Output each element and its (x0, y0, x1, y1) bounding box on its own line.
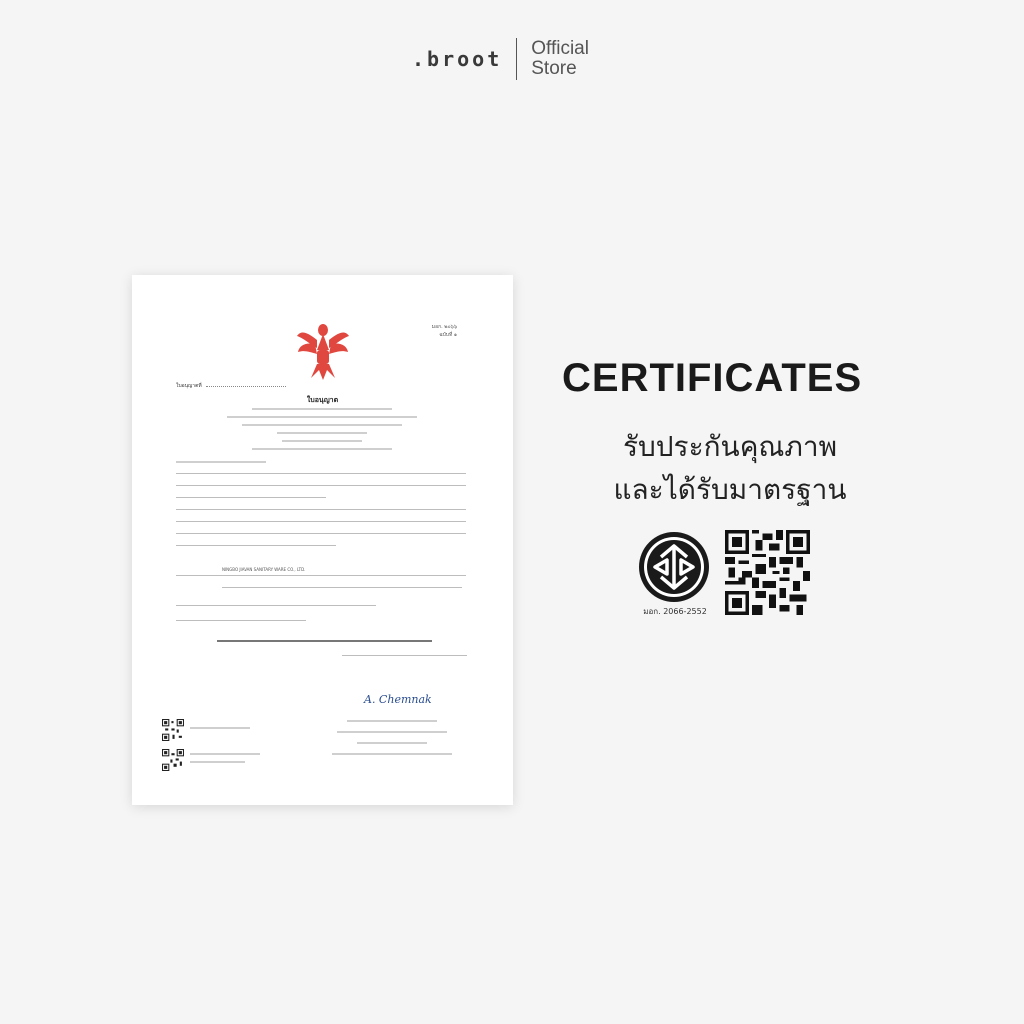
garuda-emblem-icon (295, 320, 351, 382)
certificate-title: ใบอนุญาต (306, 396, 339, 404)
form-line (176, 605, 376, 606)
corner-line-2: ฉบับที่ ๑ (439, 332, 457, 338)
form-line (176, 509, 466, 510)
subheading-standard: และได้รับมาตรฐาน (613, 473, 847, 506)
brand-tagline (531, 39, 589, 79)
permit-number (176, 382, 286, 390)
tis-label: มอก. 2066-2552 (643, 607, 707, 616)
text-line (190, 753, 260, 755)
text-line (282, 440, 362, 442)
text-line (190, 761, 245, 763)
certificates-heading: CERTIFICATES (562, 356, 863, 400)
form-line (176, 545, 336, 546)
corner-line-1: มอก. ๒๐๖๖ (431, 324, 457, 330)
qr-code-icon (725, 530, 810, 615)
text-line (347, 720, 437, 722)
form-line (342, 655, 467, 656)
signature: A. Chemnak (364, 693, 432, 706)
brand-tagline-line-1: Official (531, 38, 589, 59)
text-line (227, 416, 417, 418)
small-qr-code-icon (162, 749, 184, 771)
text-line (190, 727, 250, 729)
small-qr-code-icon (162, 719, 184, 741)
form-line (176, 533, 466, 534)
form-line (176, 521, 466, 522)
subheading-quality: รับประกันคุณภาพ (622, 430, 838, 463)
brand-header (412, 38, 589, 80)
text-line (217, 640, 432, 642)
form-line (176, 575, 466, 576)
text-line (252, 448, 392, 450)
certificate-document (132, 275, 513, 805)
form-line (176, 620, 306, 621)
form-line (222, 587, 462, 588)
brand-divider (516, 38, 517, 80)
text-line (176, 461, 266, 463)
company-name: NINGBO JIAVAN SANITARY WARE CO., LTD. (222, 567, 306, 572)
brand-logo: .broot (412, 47, 503, 71)
text-line (357, 742, 427, 744)
text-line (332, 753, 452, 755)
certificate-corner-text (432, 323, 457, 339)
text-line (242, 424, 402, 426)
form-line (176, 497, 326, 498)
tis-standard-mark-icon (637, 530, 711, 604)
brand-tagline-line-2: Store (531, 58, 577, 79)
text-line (337, 731, 447, 733)
form-line (176, 473, 466, 474)
form-line (176, 485, 466, 486)
text-line (277, 432, 367, 434)
permit-label: ใบอนุญาตที่ (176, 383, 202, 389)
text-line (252, 408, 392, 410)
